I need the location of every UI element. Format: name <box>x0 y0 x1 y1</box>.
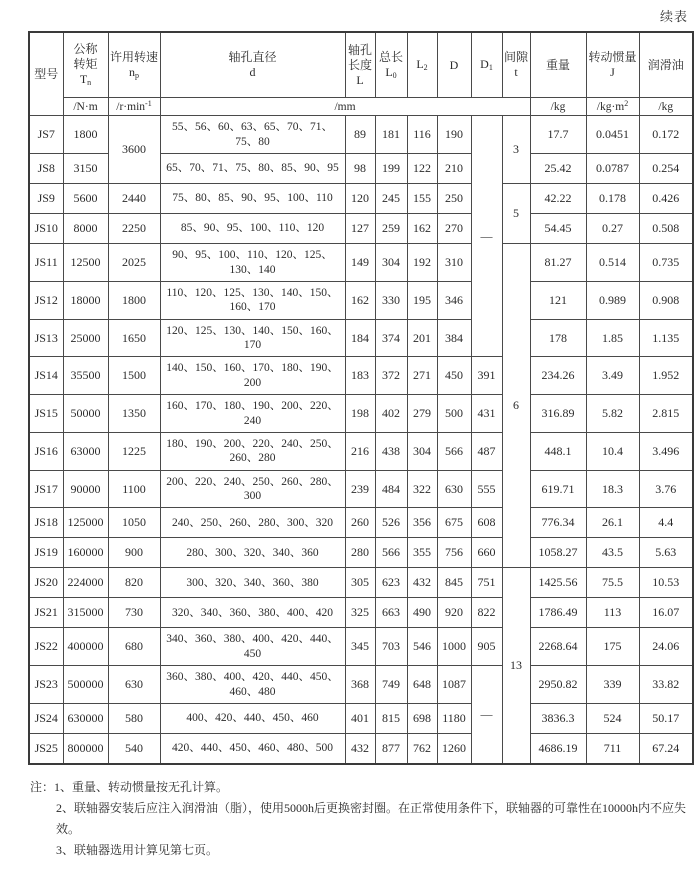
weight-cell: 448.1 <box>530 432 586 470</box>
L0-cell: 259 <box>375 214 407 244</box>
D-cell: 450 <box>437 357 471 395</box>
L2-cell: 195 <box>407 281 437 319</box>
L2-cell: 162 <box>407 214 437 244</box>
D-cell: 920 <box>437 598 471 628</box>
column-header-D1: $D_1$ <box>471 32 502 98</box>
L2-cell: 648 <box>407 666 437 704</box>
model-cell: JS11 <box>29 244 63 282</box>
speed-cell: 1800 <box>108 281 160 319</box>
oil-cell: 1.135 <box>639 319 693 357</box>
D-cell: 210 <box>437 154 471 184</box>
L-cell: 162 <box>345 281 375 319</box>
unit-cell: /kg <box>530 98 586 116</box>
model-cell: JS9 <box>29 184 63 214</box>
L2-cell: 490 <box>407 598 437 628</box>
L2-cell: 201 <box>407 319 437 357</box>
weight-cell: 81.27 <box>530 244 586 282</box>
t-cell: 3 <box>502 116 530 184</box>
speed-cell: 1050 <box>108 508 160 538</box>
L2-cell: 155 <box>407 184 437 214</box>
d-cell: 340、360、380、400、420、440、450 <box>160 628 345 666</box>
d-cell: 400、420、440、450、460 <box>160 703 345 733</box>
D-cell: 250 <box>437 184 471 214</box>
weight-cell: 17.7 <box>530 116 586 154</box>
torque-cell: 18000 <box>63 281 108 319</box>
torque-cell: 90000 <box>63 470 108 508</box>
weight-cell: 178 <box>530 319 586 357</box>
model-cell: JS8 <box>29 154 63 184</box>
D-cell: 310 <box>437 244 471 282</box>
D-cell: 630 <box>437 470 471 508</box>
unit-cell: /kg <box>639 98 693 116</box>
J-cell: 175 <box>586 628 639 666</box>
speed-cell: 2250 <box>108 214 160 244</box>
weight-cell: 25.42 <box>530 154 586 184</box>
column-header-model: 型号 <box>29 32 63 116</box>
L-cell: 198 <box>345 395 375 433</box>
D1-cell: — <box>471 116 502 357</box>
model-cell: JS23 <box>29 666 63 704</box>
oil-cell: 0.172 <box>639 116 693 154</box>
L-cell: 432 <box>345 733 375 764</box>
model-cell: JS24 <box>29 703 63 733</box>
footnote-2: 2、联轴器安装后应注入润滑油（脂），使用5000h后更换密封圈。在正常使用条件下，联轴器的可靠性在10000h内不应失效。 <box>56 800 687 836</box>
L-cell: 239 <box>345 470 375 508</box>
column-header-speed: 许用转速 $n_p$ <box>108 32 160 98</box>
L-cell: 280 <box>345 538 375 568</box>
d-cell: 420、440、450、460、480、500 <box>160 733 345 764</box>
L0-cell: 623 <box>375 568 407 598</box>
L2-cell: 355 <box>407 538 437 568</box>
oil-cell: 0.735 <box>639 244 693 282</box>
L-cell: 127 <box>345 214 375 244</box>
speed-cell: 3600 <box>108 116 160 184</box>
L0-cell: 181 <box>375 116 407 154</box>
model-cell: JS15 <box>29 395 63 433</box>
torque-cell: 25000 <box>63 319 108 357</box>
d-cell: 90、95、100、110、120、125、130、140 <box>160 244 345 282</box>
L-cell: 183 <box>345 357 375 395</box>
column-header-L0: 总长 $L_0$ <box>375 32 407 98</box>
L0-cell: 877 <box>375 733 407 764</box>
table-row <box>29 244 693 282</box>
d-cell: 65、70、71、75、80、85、90、95 <box>160 154 345 184</box>
column-header-torque: 公称 转矩 $T_n$ <box>63 32 108 98</box>
oil-cell: 0.508 <box>639 214 693 244</box>
J-cell: 10.4 <box>586 432 639 470</box>
speed-cell: 540 <box>108 733 160 764</box>
d-cell: 280、300、320、340、360 <box>160 538 345 568</box>
J-cell: 0.514 <box>586 244 639 282</box>
L-cell: 345 <box>345 628 375 666</box>
d-cell: 200、220、240、250、260、280、300 <box>160 470 345 508</box>
table-row <box>29 432 693 470</box>
L-cell: 305 <box>345 568 375 598</box>
coupling-spec-table <box>28 31 694 765</box>
oil-cell: 33.82 <box>639 666 693 704</box>
model-cell: JS10 <box>29 214 63 244</box>
J-cell: 3.49 <box>586 357 639 395</box>
model-cell: JS19 <box>29 538 63 568</box>
d-cell: 85、90、95、100、110、120 <box>160 214 345 244</box>
L0-cell: 330 <box>375 281 407 319</box>
L2-cell: 322 <box>407 470 437 508</box>
model-cell: JS17 <box>29 470 63 508</box>
oil-cell: 67.24 <box>639 733 693 764</box>
L2-cell: 122 <box>407 154 437 184</box>
speed-cell: 1100 <box>108 470 160 508</box>
table-row <box>29 470 693 508</box>
torque-cell: 500000 <box>63 666 108 704</box>
L0-cell: 703 <box>375 628 407 666</box>
L0-cell: 749 <box>375 666 407 704</box>
d-cell: 120、125、130、140、150、160、170 <box>160 319 345 357</box>
unit-cell: $/kg\cdot m^2$ <box>586 98 639 116</box>
column-header-d: 轴孔直径 d <box>160 32 345 98</box>
J-cell: 524 <box>586 703 639 733</box>
J-cell: 5.82 <box>586 395 639 433</box>
D-cell: 346 <box>437 281 471 319</box>
L0-cell: 199 <box>375 154 407 184</box>
column-header-t: 间隙 t <box>502 32 530 98</box>
L2-cell: 271 <box>407 357 437 395</box>
speed-cell: 820 <box>108 568 160 598</box>
oil-cell: 16.07 <box>639 598 693 628</box>
speed-cell: 1500 <box>108 357 160 395</box>
oil-cell: 0.908 <box>639 281 693 319</box>
J-cell: 0.0787 <box>586 154 639 184</box>
D-cell: 845 <box>437 568 471 598</box>
D-cell: 566 <box>437 432 471 470</box>
D-cell: 500 <box>437 395 471 433</box>
torque-cell: 3150 <box>63 154 108 184</box>
D1-cell: 431 <box>471 395 502 433</box>
L2-cell: 279 <box>407 395 437 433</box>
L0-cell: 438 <box>375 432 407 470</box>
D1-cell: 751 <box>471 568 502 598</box>
d-cell: 55、56、60、63、65、70、71、75、80 <box>160 116 345 154</box>
oil-cell: 0.254 <box>639 154 693 184</box>
column-header-D: D <box>437 32 471 98</box>
weight-cell: 234.26 <box>530 357 586 395</box>
weight-cell: 1058.27 <box>530 538 586 568</box>
D1-cell: — <box>471 666 502 764</box>
L-cell: 149 <box>345 244 375 282</box>
model-cell: JS13 <box>29 319 63 357</box>
d-cell: 360、380、400、420、440、450、460、480 <box>160 666 345 704</box>
model-cell: JS20 <box>29 568 63 598</box>
table-body <box>29 116 693 764</box>
D1-cell: 905 <box>471 628 502 666</box>
L2-cell: 304 <box>407 432 437 470</box>
L0-cell: 815 <box>375 703 407 733</box>
L0-cell: 402 <box>375 395 407 433</box>
oil-cell: 2.815 <box>639 395 693 433</box>
L2-cell: 356 <box>407 508 437 538</box>
table-row <box>29 116 693 154</box>
J-cell: 43.5 <box>586 538 639 568</box>
model-cell: JS18 <box>29 508 63 538</box>
J-cell: 0.27 <box>586 214 639 244</box>
L-cell: 184 <box>345 319 375 357</box>
J-cell: 0.989 <box>586 281 639 319</box>
t-cell: 5 <box>502 184 530 244</box>
torque-cell: 1800 <box>63 116 108 154</box>
d-cell: 180、190、200、220、240、250、260、280 <box>160 432 345 470</box>
L2-cell: 546 <box>407 628 437 666</box>
speed-cell: 680 <box>108 628 160 666</box>
model-cell: JS7 <box>29 116 63 154</box>
speed-cell: 900 <box>108 538 160 568</box>
speed-cell: 1225 <box>108 432 160 470</box>
table-row <box>29 598 693 628</box>
J-cell: 711 <box>586 733 639 764</box>
weight-cell: 2950.82 <box>530 666 586 704</box>
oil-cell: 5.63 <box>639 538 693 568</box>
weight-cell: 2268.64 <box>530 628 586 666</box>
L2-cell: 698 <box>407 703 437 733</box>
L0-cell: 526 <box>375 508 407 538</box>
weight-cell: 3836.3 <box>530 703 586 733</box>
L-cell: 120 <box>345 184 375 214</box>
table-row <box>29 666 693 704</box>
J-cell: 339 <box>586 666 639 704</box>
speed-cell: 580 <box>108 703 160 733</box>
d-cell: 240、250、260、280、300、320 <box>160 508 345 538</box>
J-cell: 0.178 <box>586 184 639 214</box>
D1-cell: 391 <box>471 357 502 395</box>
D-cell: 1087 <box>437 666 471 704</box>
weight-cell: 42.22 <box>530 184 586 214</box>
weight-cell: 4686.19 <box>530 733 586 764</box>
model-cell: JS22 <box>29 628 63 666</box>
J-cell: 0.0451 <box>586 116 639 154</box>
L2-cell: 192 <box>407 244 437 282</box>
footnote-1: 注：1、重量、转动惯量按无孔计算。 <box>30 779 229 794</box>
torque-cell: 630000 <box>63 703 108 733</box>
unit-cell: $/r\cdot\min^{-1}$ <box>108 98 160 116</box>
L-cell: 401 <box>345 703 375 733</box>
L0-cell: 374 <box>375 319 407 357</box>
D-cell: 756 <box>437 538 471 568</box>
oil-cell: 1.952 <box>639 357 693 395</box>
D-cell: 675 <box>437 508 471 538</box>
L2-cell: 116 <box>407 116 437 154</box>
torque-cell: 63000 <box>63 432 108 470</box>
D1-cell: 660 <box>471 538 502 568</box>
D1-cell: 555 <box>471 470 502 508</box>
speed-cell: 2440 <box>108 184 160 214</box>
header-row <box>29 32 693 98</box>
L0-cell: 484 <box>375 470 407 508</box>
table-row <box>29 281 693 319</box>
weight-cell: 776.34 <box>530 508 586 538</box>
D-cell: 190 <box>437 116 471 154</box>
weight-cell: 54.45 <box>530 214 586 244</box>
units-row <box>29 98 693 116</box>
d-cell: 300、320、340、360、380 <box>160 568 345 598</box>
torque-cell: 12500 <box>63 244 108 282</box>
model-cell: JS21 <box>29 598 63 628</box>
J-cell: 113 <box>586 598 639 628</box>
table-row <box>29 568 693 598</box>
D-cell: 1180 <box>437 703 471 733</box>
table-row <box>29 538 693 568</box>
weight-cell: 1425.56 <box>530 568 586 598</box>
torque-cell: 8000 <box>63 214 108 244</box>
L-cell: 98 <box>345 154 375 184</box>
column-header-J: 转动惯量 J <box>586 32 639 98</box>
model-cell: JS14 <box>29 357 63 395</box>
D-cell: 270 <box>437 214 471 244</box>
d-cell: 320、340、360、380、400、420 <box>160 598 345 628</box>
d-cell: 140、150、160、170、180、190、200 <box>160 357 345 395</box>
t-cell: 13 <box>502 568 530 764</box>
L0-cell: 245 <box>375 184 407 214</box>
torque-cell: 125000 <box>63 508 108 538</box>
d-cell: 75、80、85、90、95、100、110 <box>160 184 345 214</box>
oil-cell: 10.53 <box>639 568 693 598</box>
weight-cell: 619.71 <box>530 470 586 508</box>
D-cell: 1260 <box>437 733 471 764</box>
L0-cell: 663 <box>375 598 407 628</box>
speed-cell: 1350 <box>108 395 160 433</box>
table-row <box>29 628 693 666</box>
J-cell: 1.85 <box>586 319 639 357</box>
torque-cell: 160000 <box>63 538 108 568</box>
L2-cell: 432 <box>407 568 437 598</box>
table-row <box>29 184 693 214</box>
model-cell: JS25 <box>29 733 63 764</box>
L-cell: 260 <box>345 508 375 538</box>
oil-cell: 50.17 <box>639 703 693 733</box>
weight-cell: 316.89 <box>530 395 586 433</box>
model-cell: JS12 <box>29 281 63 319</box>
weight-cell: 1786.49 <box>530 598 586 628</box>
L-cell: 89 <box>345 116 375 154</box>
J-cell: 18.3 <box>586 470 639 508</box>
L0-cell: 304 <box>375 244 407 282</box>
unit-cell: /mm <box>160 98 530 116</box>
D1-cell: 822 <box>471 598 502 628</box>
speed-cell: 1650 <box>108 319 160 357</box>
oil-cell: 3.76 <box>639 470 693 508</box>
weight-cell: 121 <box>530 281 586 319</box>
D1-cell: 608 <box>471 508 502 538</box>
column-header-weight: 重量 <box>530 32 586 98</box>
torque-cell: 35500 <box>63 357 108 395</box>
speed-cell: 730 <box>108 598 160 628</box>
D1-cell: 487 <box>471 432 502 470</box>
table-header <box>29 32 693 116</box>
table-row <box>29 733 693 764</box>
column-header-L: 轴孔 长度 L <box>345 32 375 98</box>
torque-cell: 50000 <box>63 395 108 433</box>
table-row <box>29 357 693 395</box>
L-cell: 216 <box>345 432 375 470</box>
t-cell: 6 <box>502 244 530 568</box>
L0-cell: 372 <box>375 357 407 395</box>
column-header-oil: 润滑油 <box>639 32 693 98</box>
table-row <box>29 508 693 538</box>
torque-cell: 800000 <box>63 733 108 764</box>
d-cell: 110、120、125、130、140、150、160、170 <box>160 281 345 319</box>
footnotes <box>30 777 692 861</box>
J-cell: 26.1 <box>586 508 639 538</box>
table-row <box>29 395 693 433</box>
D-cell: 384 <box>437 319 471 357</box>
table-row <box>29 319 693 357</box>
torque-cell: 224000 <box>63 568 108 598</box>
oil-cell: 3.496 <box>639 432 693 470</box>
torque-cell: 400000 <box>63 628 108 666</box>
table-row <box>29 214 693 244</box>
d-cell: 160、170、180、190、200、220、240 <box>160 395 345 433</box>
torque-cell: 315000 <box>63 598 108 628</box>
speed-cell: 2025 <box>108 244 160 282</box>
table-row <box>29 703 693 733</box>
column-header-L2: $L_2$ <box>407 32 437 98</box>
speed-cell: 630 <box>108 666 160 704</box>
oil-cell: 4.4 <box>639 508 693 538</box>
footnote-3: 3、联轴器选用计算见第七页。 <box>56 842 219 857</box>
continued-table-label: 续表 <box>659 9 688 24</box>
oil-cell: 24.06 <box>639 628 693 666</box>
L-cell: 368 <box>345 666 375 704</box>
J-cell: 75.5 <box>586 568 639 598</box>
model-cell: JS16 <box>29 432 63 470</box>
L0-cell: 566 <box>375 538 407 568</box>
oil-cell: 0.426 <box>639 184 693 214</box>
L-cell: 325 <box>345 598 375 628</box>
D-cell: 1000 <box>437 628 471 666</box>
torque-cell: 5600 <box>63 184 108 214</box>
L2-cell: 762 <box>407 733 437 764</box>
unit-cell: /N·m <box>63 98 108 116</box>
